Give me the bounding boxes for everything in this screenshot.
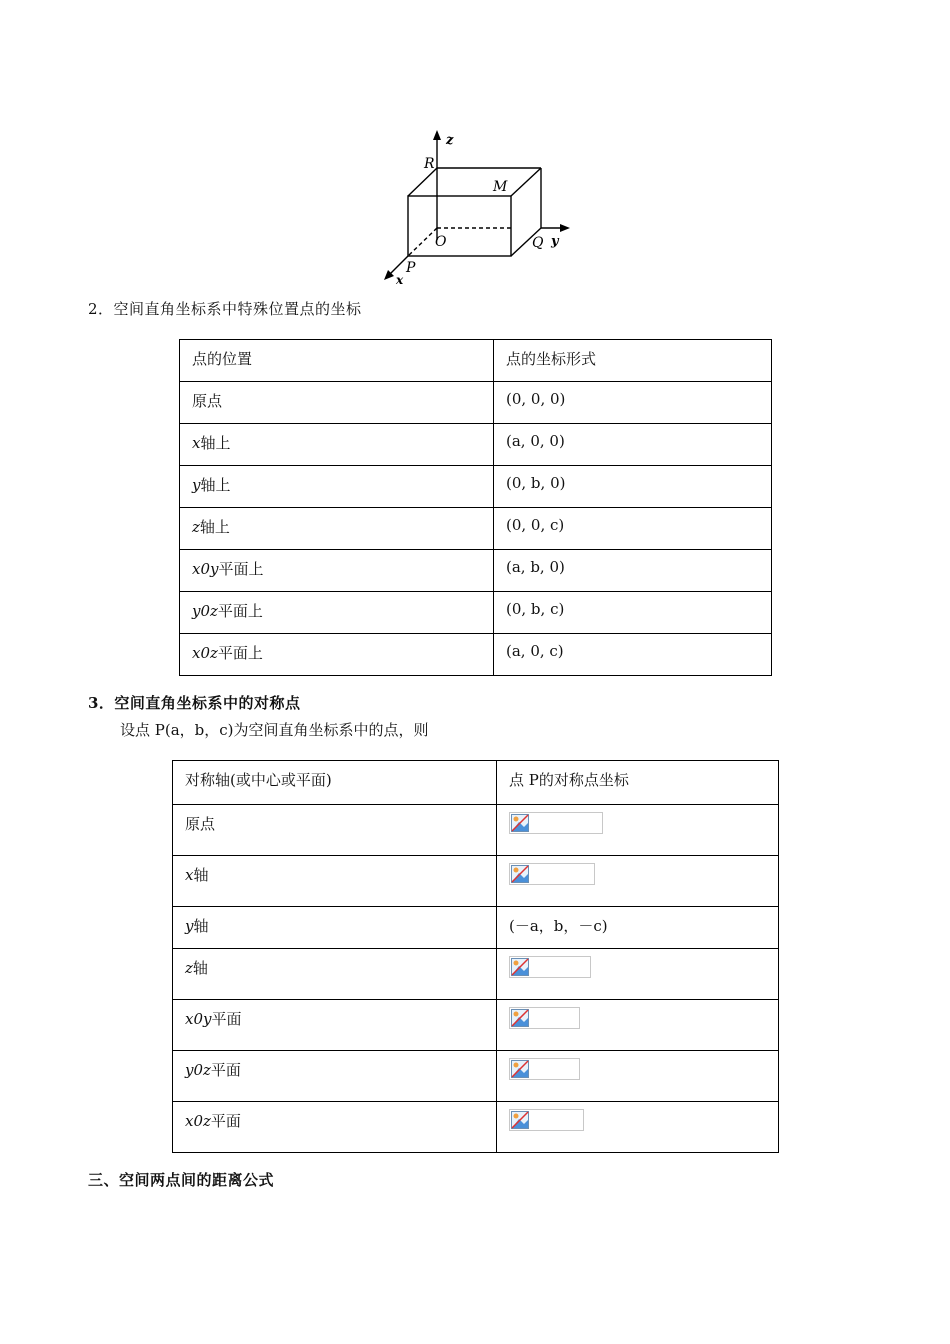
header-cell: 点 P的对称点坐标 — [497, 761, 779, 805]
axis-cell: x0y平面 — [173, 1000, 497, 1051]
table-row — [180, 550, 772, 592]
axis-cell: x0z平面 — [173, 1102, 497, 1153]
table-row — [180, 634, 772, 676]
coordinate-box-diagram — [378, 128, 578, 288]
position-cell: x0y平面上 — [180, 550, 494, 592]
table-header-row — [173, 761, 779, 805]
label-Q: Q — [532, 235, 544, 251]
coordinate-cell: (0, 0, 0) — [494, 382, 772, 424]
position-cell: z轴上 — [180, 508, 494, 550]
label-x: x — [396, 273, 404, 287]
coordinate-cell: (a, b, 0) — [494, 550, 772, 592]
label-O: O — [435, 234, 447, 250]
axis-cell: z轴 — [173, 949, 497, 1000]
symmetric-coordinate-cell — [497, 949, 779, 1000]
coordinate-cell: (a, 0, c) — [494, 634, 772, 676]
coordinate-cell: (0, b, 0) — [494, 466, 772, 508]
broken-image-icon — [509, 1058, 580, 1080]
section-3-title: 3．空间直角坐标系中的对称点 — [88, 694, 301, 712]
table-row — [173, 805, 779, 856]
symmetric-coordinate-cell — [497, 805, 779, 856]
coordinate-cell: (a, 0, 0) — [494, 424, 772, 466]
table-row — [173, 1000, 779, 1051]
box-edge — [511, 168, 541, 196]
broken-image-icon — [509, 812, 603, 834]
symmetric-coordinate-cell — [497, 1102, 779, 1153]
label-R: R — [424, 156, 435, 172]
section-2-title: 2．空间直角坐标系中特殊位置点的坐标 — [88, 300, 362, 318]
table-row — [180, 382, 772, 424]
section-three-title: 三、空间两点间的距离公式 — [88, 1171, 275, 1189]
coordinate-cell: (0, 0, c) — [494, 508, 772, 550]
table-row — [173, 1102, 779, 1153]
box-front-face — [408, 196, 511, 256]
position-cell: x0z平面上 — [180, 634, 494, 676]
coordinate-cell: (0, b, c) — [494, 592, 772, 634]
section-3-intro: 设点 P(a，b，c)为空间直角坐标系中的点，则 — [120, 721, 429, 739]
table-row — [173, 856, 779, 907]
header-cell: 点的位置 — [180, 340, 494, 382]
symmetric-coordinate-cell — [497, 1051, 779, 1102]
position-cell: y0z平面上 — [180, 592, 494, 634]
table-row — [180, 424, 772, 466]
axis-cell: x轴 — [173, 856, 497, 907]
axis-cell: y轴 — [173, 907, 497, 949]
header-cell: 对称轴(或中心或平面) — [173, 761, 497, 805]
label-y: y — [551, 234, 559, 249]
broken-image-icon — [509, 956, 591, 978]
x-axis-hidden — [408, 228, 437, 256]
symmetric-coordinate-cell — [497, 1000, 779, 1051]
table-row — [180, 592, 772, 634]
broken-image-icon — [509, 863, 595, 885]
broken-image-icon — [509, 1109, 584, 1131]
z-arrow — [433, 130, 441, 140]
position-cell: x轴上 — [180, 424, 494, 466]
table-row — [180, 466, 772, 508]
label-M: M — [493, 179, 508, 195]
table-row — [173, 1051, 779, 1102]
axis-cell: 原点 — [173, 805, 497, 856]
position-cell: y轴上 — [180, 466, 494, 508]
table-row — [180, 508, 772, 550]
broken-image-icon — [509, 1007, 580, 1029]
symmetric-coordinate-cell: (－a，b，－c) — [497, 907, 779, 949]
label-z: z — [446, 133, 454, 148]
axis-cell: y0z平面 — [173, 1051, 497, 1102]
table-row — [173, 907, 779, 949]
coordinate-box-figure — [378, 128, 578, 288]
position-cell: 原点 — [180, 382, 494, 424]
symmetric-points-table — [172, 760, 779, 1153]
table-header-row — [180, 340, 772, 382]
table-row — [173, 949, 779, 1000]
header-cell: 点的坐标形式 — [494, 340, 772, 382]
label-P: P — [406, 260, 416, 276]
special-points-table — [179, 339, 772, 676]
symmetric-coordinate-cell — [497, 856, 779, 907]
box-edge — [408, 168, 437, 196]
y-arrow — [560, 224, 570, 232]
